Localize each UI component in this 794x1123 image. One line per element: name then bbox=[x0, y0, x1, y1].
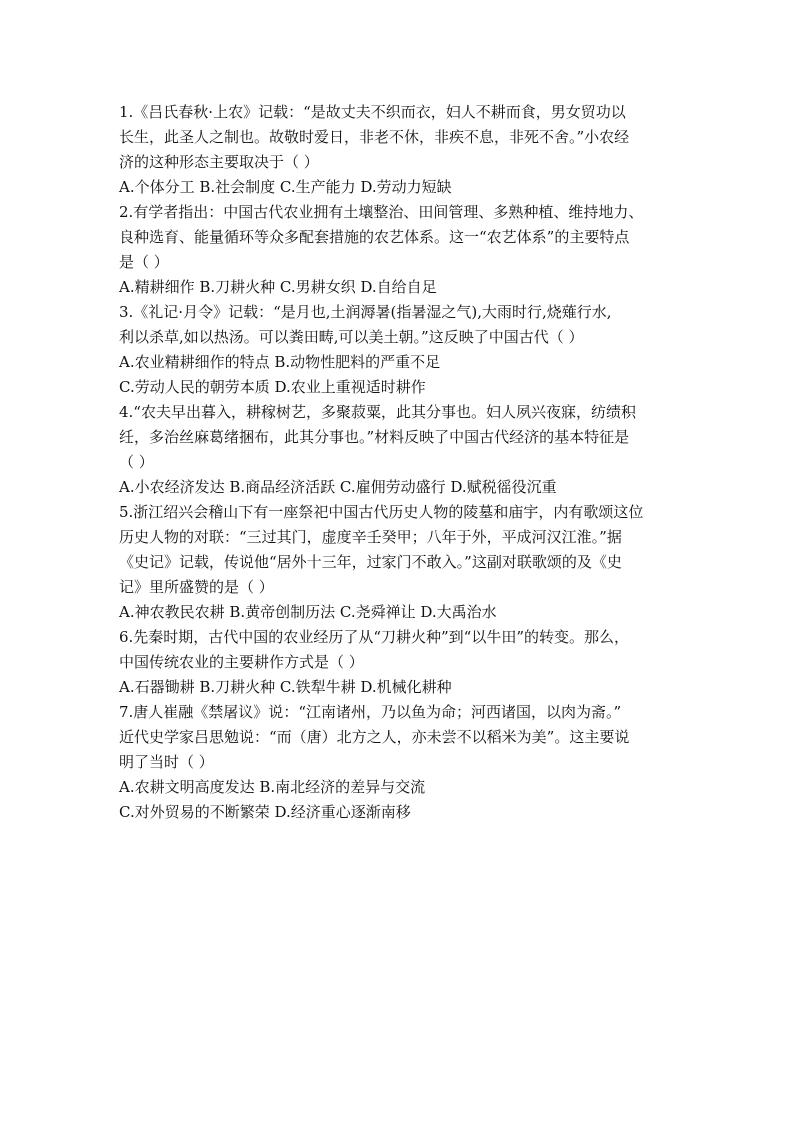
question-3 bbox=[119, 300, 679, 400]
question-stem-line: 良种选育、能量循环等众多配套措施的农艺体系。这一“农艺体系”的主要特点 bbox=[119, 228, 630, 246]
question-7 bbox=[119, 700, 679, 825]
question-stem-line: 明了当时（ ） bbox=[119, 753, 214, 771]
question-5 bbox=[119, 500, 679, 625]
answer-options: C.劳动人民的朝劳本质 D.农业上重视适时耕作 bbox=[119, 378, 426, 396]
question-stem-line: 近代史学家吕思勉说：“而（唐）北方之人，亦未尝不以稻米为美”。这主要说 bbox=[119, 728, 630, 746]
question-4 bbox=[119, 400, 679, 500]
question-list bbox=[119, 100, 679, 825]
question-stem-line: 济的这种形态主要取决于（ ） bbox=[119, 153, 319, 171]
question-stem-line: 纴，多治丝麻葛绪捆布，此其分事也。”材料反映了中国古代经济的基本特征是 bbox=[119, 428, 630, 446]
question-stem-line: 5.浙江绍兴会稽山下有一座祭祀中国古代历史人物的陵墓和庙宇，内有歌颂这位 bbox=[119, 503, 644, 521]
answer-options: A.精耕细作 B.刀耕火种 C.男耕女织 D.自给自足 bbox=[119, 278, 437, 296]
answer-options: A.个体分工 B.社会制度 C.生产能力 D.劳动力短缺 bbox=[119, 178, 452, 196]
question-1 bbox=[119, 100, 679, 200]
answer-options: A.石器锄耕 B.刀耕火种 C.铁犁牛耕 D.机械化耕种 bbox=[119, 678, 452, 696]
question-stem-line: 3.《礼记·月令》记载：“是月也,土润溽暑(指暑湿之气),大雨时行,烧薙行水, bbox=[119, 303, 612, 321]
answer-options: A.农耕文明高度发达 B.南北经济的差异与交流 bbox=[119, 778, 426, 796]
answer-options: C.对外贸易的不断繁荣 D.经济重心逐渐南移 bbox=[119, 803, 411, 821]
question-stem-line: 是（ ） bbox=[119, 253, 169, 271]
question-stem-line: 中国传统农业的主要耕作方式是（ ） bbox=[119, 653, 364, 671]
question-stem-line: 记》里所盛赞的是（ ） bbox=[119, 578, 274, 596]
answer-options: A.农业精耕细作的特点 B.动物性肥料的严重不足 bbox=[119, 353, 441, 371]
question-stem-line: 1.《吕氏春秋·上农》记载：“是故丈夫不织而衣，妇人不耕而食，男女贸功以 bbox=[119, 103, 626, 121]
question-stem-line: 长生，此圣人之制也。故敬时爱日，非老不休，非疾不息，非死不舍。”小农经 bbox=[119, 128, 630, 146]
question-stem-line: （ ） bbox=[119, 453, 154, 471]
question-2 bbox=[119, 200, 679, 300]
question-stem-line: 《史记》记载，传说他“居外十三年，过家门不敢入。”这副对联歌颂的及《史 bbox=[119, 553, 622, 571]
question-stem-line: 利以杀草,如以热汤。可以粪田畴,可以美土朝。”这反映了中国古代（ ） bbox=[119, 328, 584, 346]
question-stem-line: 7.唐人崔融《禁屠议》说：“江南诸州，乃以鱼为命；河西诸国，以肉为斋。” bbox=[119, 703, 622, 721]
question-6 bbox=[119, 625, 679, 700]
question-stem-line: 2.有学者指出：中国古代农业拥有土壤整治、田间管理、多熟种植、维持地力、 bbox=[119, 203, 644, 221]
answer-options: A.小农经济发达 B.商品经济活跃 C.雇佣劳动盛行 D.赋税徭役沉重 bbox=[119, 478, 557, 496]
question-stem-line: 历史人物的对联：“三过其门，虚度辛壬癸甲；八年于外，平成河汉江淮。”据 bbox=[119, 528, 622, 546]
question-stem-line: 4.“农夫早出暮入，耕稼树艺，多聚菽粟，此其分事也。妇人夙兴夜寐，纺绩积 bbox=[119, 403, 636, 421]
question-stem-line: 6.先秦时期，古代中国的农业经历了从“刀耕火种”到“以牛田”的转变。那么， bbox=[119, 628, 629, 646]
answer-options: A.神农教民农耕 B.黄帝创制历法 C.尧舜禅让 D.大禹治水 bbox=[119, 603, 497, 621]
